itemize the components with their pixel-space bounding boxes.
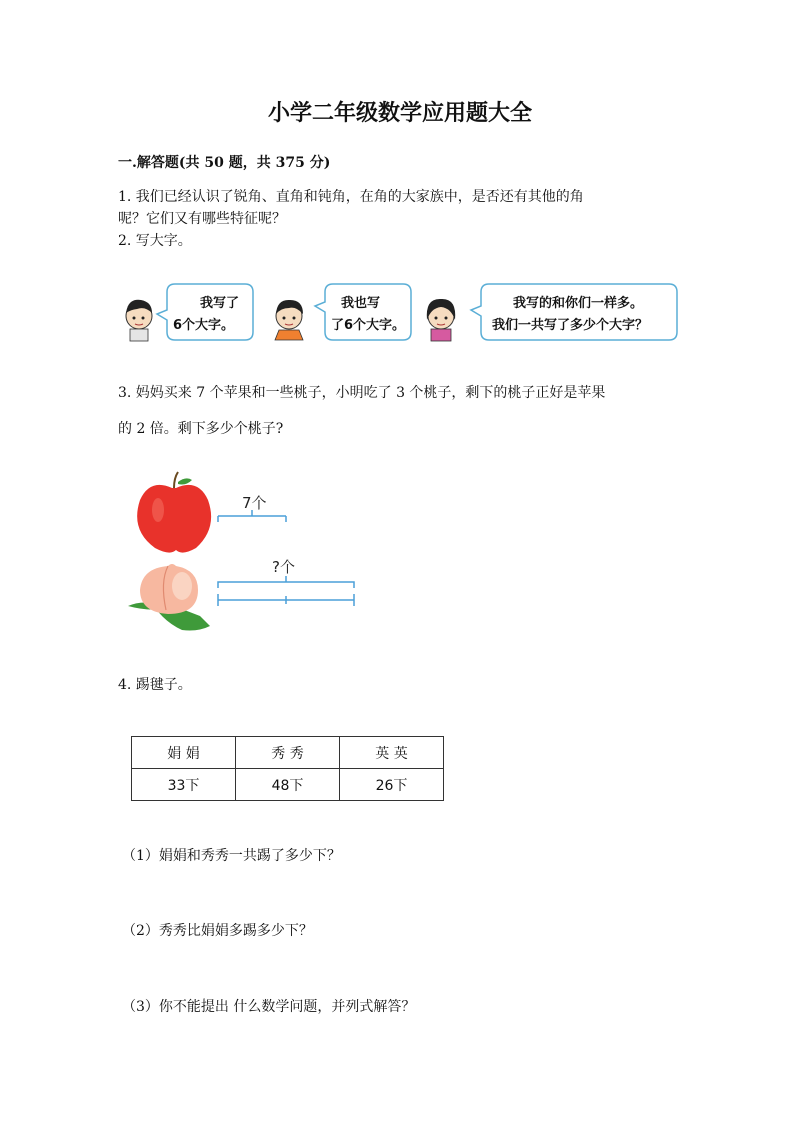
peach-count-label: ?个	[272, 558, 295, 576]
question-4-label: 4. 踢毽子。	[118, 677, 192, 693]
sub-question-1: （1）娟娟和秀秀一共踢了多少下？	[122, 848, 341, 864]
writing-characters-illustration	[115, 280, 695, 348]
table-header-cell: 英 英	[340, 737, 444, 769]
question-3-line-1: 3. 妈妈买来 7 个苹果和一些桃子，小明吃了 3 个桃子，剩下的桃子正好是苹果	[118, 385, 606, 401]
table-row	[132, 769, 444, 801]
sub-question-3: （3）你不能提出 什么数学问题，并列式解答？	[122, 999, 416, 1015]
speech-bubble-3	[471, 284, 677, 340]
kick-count-table	[131, 736, 444, 801]
speech-bubble-2	[315, 284, 411, 340]
peach-bracket	[218, 576, 354, 606]
bubble-2-line-2: 了6个大字。	[331, 318, 406, 333]
question-2-label: 2. 写大字。	[118, 233, 192, 249]
table-cell: 26下	[340, 769, 444, 801]
table-cell: 48下	[236, 769, 340, 801]
table-header-cell: 娟 娟	[132, 737, 236, 769]
boy-1-icon	[126, 300, 152, 341]
question-1-line-2: 呢？它们又有哪些特征呢？	[118, 211, 286, 227]
speech-bubble-1	[157, 284, 253, 340]
peach-icon	[128, 564, 210, 631]
table-header-cell: 秀 秀	[236, 737, 340, 769]
table-header-row	[132, 737, 444, 769]
table-cell: 33下	[132, 769, 236, 801]
section-heading: 一.解答题(共 50 题，共 375 分)	[118, 155, 331, 171]
apple-count-label: 7个	[242, 494, 267, 512]
bubble-2-line-1: 我也写	[341, 296, 381, 311]
bubble-1-line-2: 6个大字。	[173, 318, 235, 333]
page-title: 小学二年级数学应用题大全	[267, 100, 532, 126]
bubble-3-line-1: 我写的和你们一样多。	[513, 296, 644, 311]
apple-peach-diagram	[120, 470, 365, 635]
apple-icon	[137, 472, 211, 553]
question-3-line-2: 的 2 倍。剩下多少个桃子?	[118, 421, 284, 437]
bubble-1-line-1: 我写了	[200, 296, 240, 311]
girl-icon	[427, 299, 455, 341]
sub-question-2: （2）秀秀比娟娟多踢多少下？	[122, 923, 313, 939]
question-1-line-1: 1. 我们已经认识了锐角、直角和钝角，在角的大家族中，是否还有其他的角	[118, 189, 584, 205]
bubble-3-line-2: 我们一共写了多少个大字？	[492, 318, 649, 333]
boy-2-icon	[275, 300, 303, 340]
